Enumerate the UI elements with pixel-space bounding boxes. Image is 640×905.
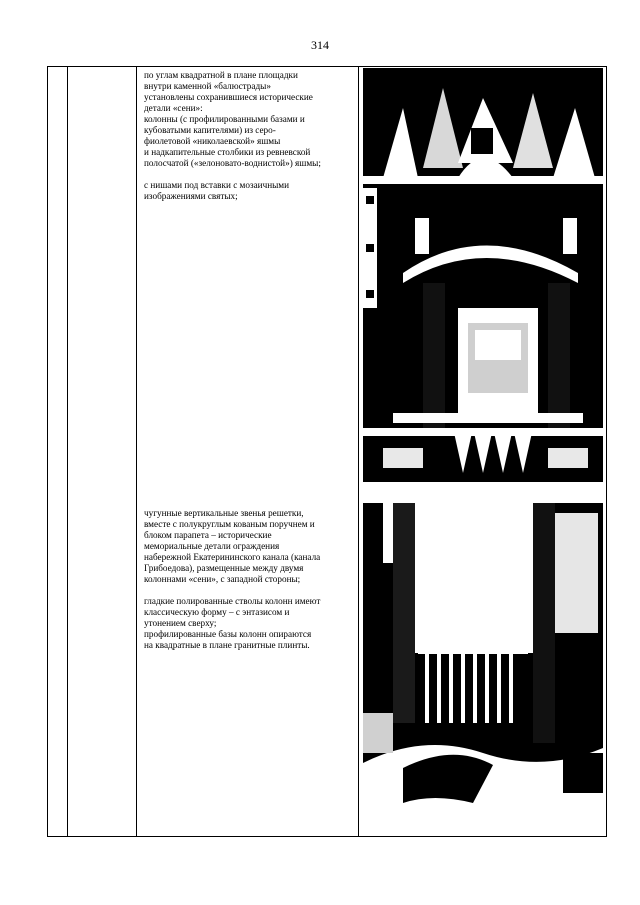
row1-paragraph: по углам квадратной в плане площадки внутри каменной «балюстрады» установлены сохранившиеся исторические детали «сени»: колонны (с профилированными базами и кубоватыми капителями) из серо- фиолетовой «николаевской» яшмы и надкапительные столбики из ревневской полосчатой («зелоновато-воднистой») яшмы;	[144, 70, 321, 168]
page-number: 314	[311, 38, 329, 52]
table-top-border	[47, 66, 607, 67]
table-right-border	[606, 66, 607, 837]
canopy-photo-graphic	[363, 68, 603, 482]
row2-paragraph: чугунные вертикальные звенья решетки, вместе с полукруглым кованым поручнем и блоком парапета – исторические мемориальные детали ограждения набережной Екатерининского канала (канала Грибоедова), размещенные между двумя колоннами «сени», с западной стороны;	[144, 508, 321, 584]
column-divider-1	[67, 66, 68, 837]
canopy-photo	[363, 68, 603, 482]
row1-paragraph: с нишами под вставки с мозаичными изображениями святых;	[144, 180, 290, 201]
row1-description	[144, 70, 356, 213]
railing-photo	[363, 503, 603, 828]
row2-paragraph: гладкие полированные стволы колонн имеют классическую форму – с энтазисом и утонением сверху; профилированные базы колонн опираются на квадратные в плане гранитные плинты.	[144, 596, 321, 650]
table-left-border	[47, 66, 48, 837]
column-divider-2	[136, 66, 137, 837]
railing-photo-graphic	[363, 503, 603, 828]
table-bottom-border	[47, 836, 607, 837]
row2-description	[144, 508, 356, 662]
column-divider-3	[358, 66, 359, 837]
